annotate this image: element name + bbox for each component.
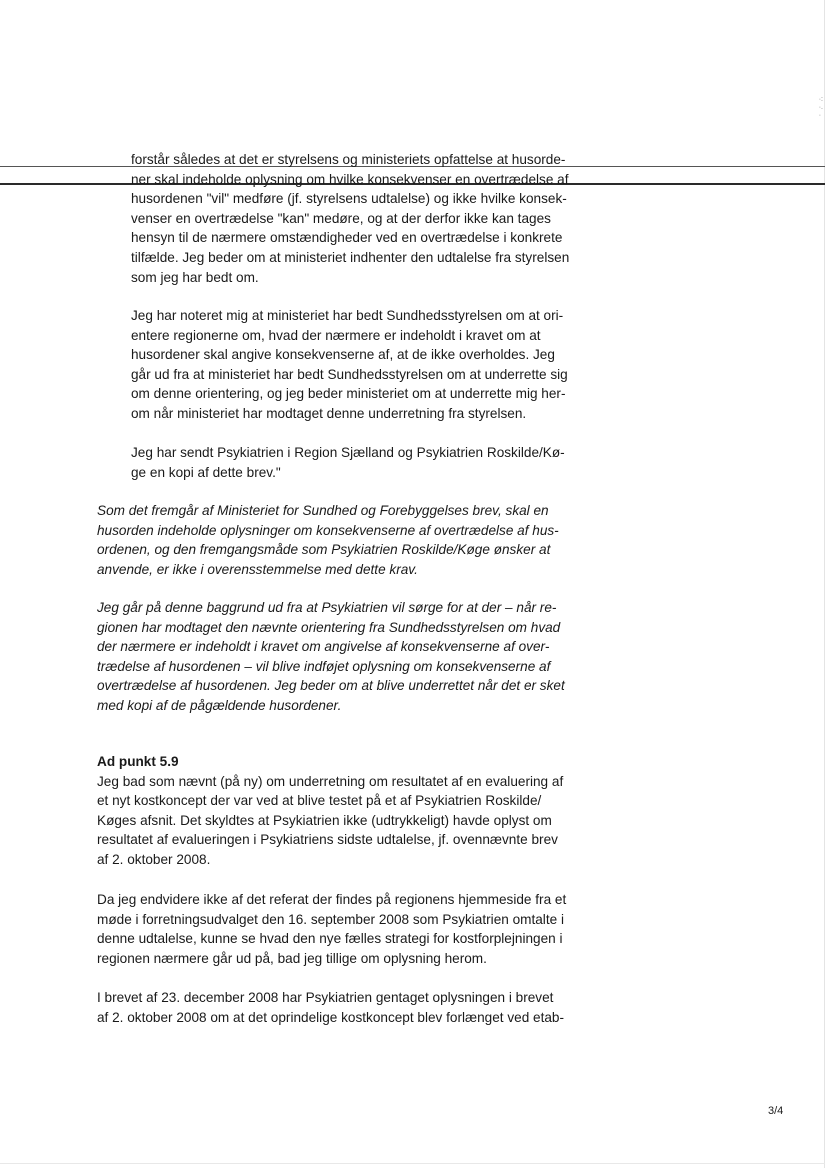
text-line: Da jeg endvidere ikke af det referat der findes på regionens hjemmeside fra et [97, 892, 567, 907]
text-line: møde i forretningsudvalget den 16. september 2008 som Psykiatrien omtalte i [97, 911, 564, 927]
text-line: husorden indeholde oplysninger om konsekvenserne af overtrædelse af hus- [97, 522, 559, 538]
text-line: Jeg har noteret mig at ministeriet har bedt Sundhedsstyrelsen om at ori- [131, 308, 564, 323]
text-line: anvende, er ikke i overensstemmelse med dette krav. [97, 561, 418, 577]
text-line: resultatet af evalueringen i Psykiatriens sidste udtalelse, jf. ovennævnte brev [97, 832, 558, 848]
text-line: regionen nærmere går ud på, bad jeg tillige om oplysning herom. [97, 950, 487, 966]
text-line: trædelse af husordenen – vil blive indføjet oplysning om konsekvenserne af [97, 658, 551, 674]
text-line: Jeg har sendt Psykiatrien i Region Sjælland og Psykiatrien Roskilde/Kø- [131, 445, 565, 460]
scan-specks: ·: ·. · [818, 96, 823, 119]
text-line: ge en kopi af dette brev." [131, 464, 281, 480]
text-line: husordenen "vil" medføre (jf. styrelsens udtalelse) og ikke hvilke konsek- [131, 191, 567, 207]
text-line: ner skal indeholde oplysning om hvilke konsekvenser en overtrædelse af [131, 171, 569, 187]
text-line: ordenen, og den fremgangsmåde som Psykiatrien Roskilde/Køge ønsker at [97, 542, 551, 558]
text-line: Jeg går på denne baggrund ud fra at Psykiatrien vil sørge for at der – når re- [97, 600, 557, 615]
text-line: Jeg bad som nævnt (på ny) om underretning om resultatet af en evaluering af [97, 773, 564, 789]
text-line: forstår således at det er styrelsens og ministeriets opfattelse at husorde- [131, 152, 566, 167]
text-line: af 2. oktober 2008. [97, 851, 211, 867]
scan-bottom-edge [0, 1163, 825, 1164]
italic-paragraph-2 [97, 598, 577, 716]
italic-paragraph-1 [97, 501, 577, 579]
text-line: tilfælde. Jeg beder om at ministeriet indhenter den udtalelse fra styrelsen [131, 249, 570, 265]
text-line: som jeg har bedt om. [131, 269, 259, 285]
page-number: 3/4 [768, 1105, 784, 1117]
quote-paragraph-1 [131, 150, 571, 287]
section-5-9 [97, 752, 577, 870]
text-line: af 2. oktober 2008 om at det oprindelige kostkoncept blev forlænget ved etab- [97, 1009, 565, 1025]
text-line: denne udtalelse, kunne se hvad den nye fælles strategi for kostforplejningen i [97, 931, 563, 947]
text-line: hensyn til de nærmere omstændigheder ved en overtrædelse i konkrete [131, 230, 563, 246]
text-line: der nærmere er indeholdt i kravet om angivelse af konsekvenserne af over- [97, 639, 550, 655]
text-line: Køges afsnit. Det skyldtes at Psykiatrien ikke (udtrykkeligt) havde oplyst om [97, 812, 552, 828]
quote-paragraph-3 [131, 443, 571, 482]
section-paragraph-2 [97, 890, 577, 968]
text-line: Som det fremgår af Ministeriet for Sundhed og Forebyggelses brev, skal en [97, 503, 549, 518]
text-line: går ud fra at ministeriet har bedt Sundhedsstyrelsen om at underrette sig [131, 366, 568, 382]
text-line: entere regionerne om, hvad der nærmere er indeholdt i kravet om at [131, 327, 541, 343]
text-line: venser en overtrædelse "kan" medøre, og at der derfor ikke kan tages [131, 210, 551, 226]
text-line: om denne orientering, og jeg beder ministeriet om at underrette mig her- [131, 386, 566, 402]
text-line: et nyt kostkoncept der var ved at blive testet på et af Psykiatrien Roskilde/ [97, 793, 542, 809]
text-line: overtrædelse af husordenen. Jeg beder om at blive underrettet når det er sket [97, 678, 565, 694]
section-heading: Ad punkt 5.9 [97, 754, 179, 769]
section-paragraph-3 [97, 988, 577, 1027]
text-line: om når ministeriet har modtaget denne underretning fra styrelsen. [131, 405, 527, 421]
text-line: husordener skal angive konsekvenserne af, at de ikke overholdes. Jeg [131, 347, 555, 363]
text-line: I brevet af 23. december 2008 har Psykiatrien gentaget oplysningen i brevet [97, 990, 554, 1005]
text-line: gionen har modtaget den nævnte orientering fra Sundhedsstyrelsen om hvad [97, 619, 561, 635]
quote-paragraph-2 [131, 306, 571, 424]
text-line: med kopi af de pågældende husordener. [97, 697, 342, 713]
